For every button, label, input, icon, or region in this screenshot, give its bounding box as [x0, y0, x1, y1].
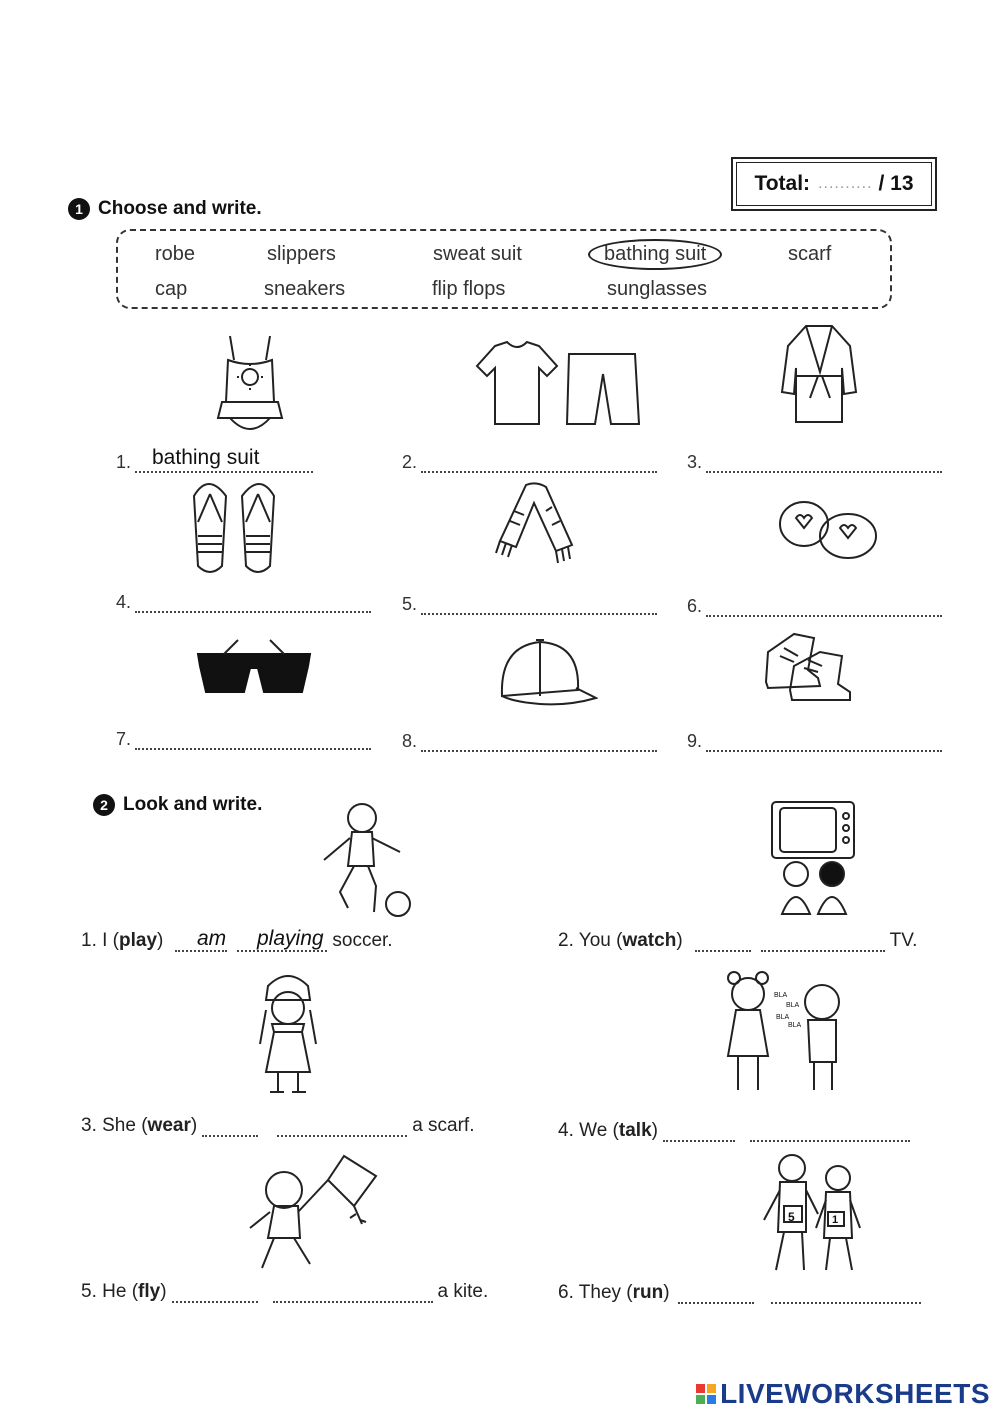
slippers-icon [776, 496, 880, 562]
sentence-4-input-2[interactable] [750, 1128, 910, 1142]
item-number: 2. [402, 452, 418, 472]
sentence-5 [81, 1281, 488, 1303]
sentence-3-input-1[interactable] [202, 1123, 258, 1137]
children-watching-tv-icon [766, 798, 860, 920]
sneakers-icon [758, 626, 856, 706]
word-sweat-suit: sweat suit [433, 243, 522, 265]
answer-input-2[interactable] [421, 457, 657, 473]
item-number: 5. [402, 594, 418, 614]
answer-line-3 [687, 452, 942, 473]
answer-input-7[interactable] [135, 734, 371, 750]
logo-square [696, 1384, 705, 1393]
sentence-3-input-2[interactable] [277, 1123, 407, 1137]
word-bathing-suit[interactable]: bathing suit [588, 239, 722, 270]
answer-line-7 [116, 729, 371, 750]
word-sneakers: sneakers [264, 278, 346, 300]
boys-running-icon [756, 1148, 870, 1276]
answer-input-4[interactable] [135, 597, 371, 613]
sentence-prefix: 1. I ( [81, 930, 120, 951]
robe-icon [780, 322, 858, 426]
total-max: / 13 [878, 172, 914, 195]
section1-title-text: Choose and write. [98, 198, 262, 219]
sentence-paren: ) [651, 1120, 658, 1141]
total-score-box [731, 157, 937, 211]
answer-line-8 [402, 731, 657, 752]
item-number: 9. [687, 731, 703, 751]
answer-input-6[interactable] [706, 601, 942, 617]
word-robe: robe [155, 243, 196, 265]
verb: talk [618, 1120, 652, 1141]
sentence-suffix: TV. [889, 930, 918, 951]
answer-input-3[interactable] [706, 457, 942, 473]
verb: watch [622, 930, 677, 951]
bib-number-2: 1 [832, 1214, 839, 1226]
section2-title-text: Look and write. [123, 794, 263, 815]
item-number: 7. [116, 729, 132, 749]
sentence-6-input-2[interactable] [771, 1290, 921, 1304]
sentence-paren: ) [676, 930, 683, 951]
sentence-1 [81, 930, 393, 952]
sentence-5-input-2[interactable] [273, 1289, 433, 1303]
logo-square [707, 1395, 716, 1404]
logo-square [707, 1384, 716, 1393]
bubble-text: BLA [776, 1014, 790, 1021]
answer-input-5[interactable] [421, 599, 657, 615]
sunglasses-icon [194, 636, 314, 698]
liveworksheets-logo [696, 1378, 990, 1410]
section1-title [68, 198, 262, 220]
sentence-1-fill-2: playing [257, 927, 324, 950]
sentence-suffix: a kite. [437, 1281, 489, 1302]
bib-number-1: 5 [788, 1210, 795, 1224]
girl-wearing-scarf-icon [250, 970, 328, 1098]
word-flip-flops: flip flops [432, 278, 506, 300]
sentence-3 [81, 1115, 475, 1137]
sentence-4-input-1[interactable] [663, 1128, 735, 1142]
sentence-paren: ) [663, 1282, 670, 1303]
answer-1-filled: bathing suit [152, 446, 260, 469]
bubble-text: BLA [788, 1022, 802, 1029]
answer-line-5 [402, 594, 657, 615]
sentence-6 [558, 1282, 926, 1304]
cap-icon [496, 636, 598, 714]
sentence-prefix: 2. You ( [558, 930, 623, 951]
item-number: 4. [116, 592, 132, 612]
item-number: 6. [687, 596, 703, 616]
verb: wear [147, 1115, 191, 1136]
sentence-paren: ) [190, 1115, 198, 1136]
section1-number: 1 [68, 198, 90, 220]
brand-text: LIVEWORKSHEETS [720, 1378, 990, 1409]
answer-line-4 [116, 592, 371, 613]
sweat-suit-icon [473, 340, 643, 430]
total-score-input[interactable]: .......... [818, 175, 873, 192]
bubble-text: BLA [786, 1002, 800, 1009]
verb: fly [138, 1281, 161, 1302]
item-number: 1. [116, 452, 132, 472]
sentence-4 [558, 1120, 915, 1142]
boy-flying-kite-icon [244, 1150, 384, 1274]
answer-line-2 [402, 452, 657, 473]
sentence-prefix: 6. They ( [558, 1282, 633, 1303]
answer-line-6 [687, 596, 942, 617]
sentence-6-input-1[interactable] [678, 1290, 754, 1304]
logo-square [696, 1395, 705, 1404]
sentence-prefix: 5. He ( [81, 1281, 139, 1302]
item-number: 3. [687, 452, 703, 472]
sentence-paren: ) [157, 930, 164, 951]
sentence-2-input-2[interactable] [761, 938, 885, 952]
brand-logo-icon [696, 1384, 716, 1404]
answer-line-9 [687, 731, 942, 752]
answer-input-9[interactable] [706, 736, 942, 752]
flip-flops-icon [186, 476, 282, 578]
sentence-2 [558, 930, 917, 952]
word-scarf: scarf [788, 243, 832, 265]
bubble-text: BLA [774, 992, 788, 999]
sentence-2-input-1[interactable] [695, 938, 751, 952]
sentence-prefix: 3. She ( [81, 1115, 148, 1136]
verb: play [119, 930, 158, 951]
sentence-suffix: a scarf. [412, 1115, 475, 1136]
verb: run [632, 1282, 664, 1303]
section2-number: 2 [93, 794, 115, 816]
word-cap: cap [155, 278, 188, 300]
boy-playing-soccer-icon [314, 800, 414, 922]
answer-input-8[interactable] [421, 736, 657, 752]
sentence-suffix: soccer. [332, 930, 393, 951]
bathing-suit-icon [214, 332, 286, 442]
word-sunglasses: sunglasses [607, 278, 708, 300]
sentence-paren: ) [160, 1281, 167, 1302]
sentence-prefix: 4. We ( [558, 1120, 619, 1141]
item-number: 8. [402, 731, 418, 751]
word-slippers: slippers [267, 243, 336, 265]
section2-title [93, 794, 262, 816]
scarf-icon [486, 481, 586, 577]
total-label: Total: [754, 172, 811, 195]
sentence-5-input-1[interactable] [172, 1289, 258, 1303]
sentence-1-fill-1: am [197, 927, 227, 950]
